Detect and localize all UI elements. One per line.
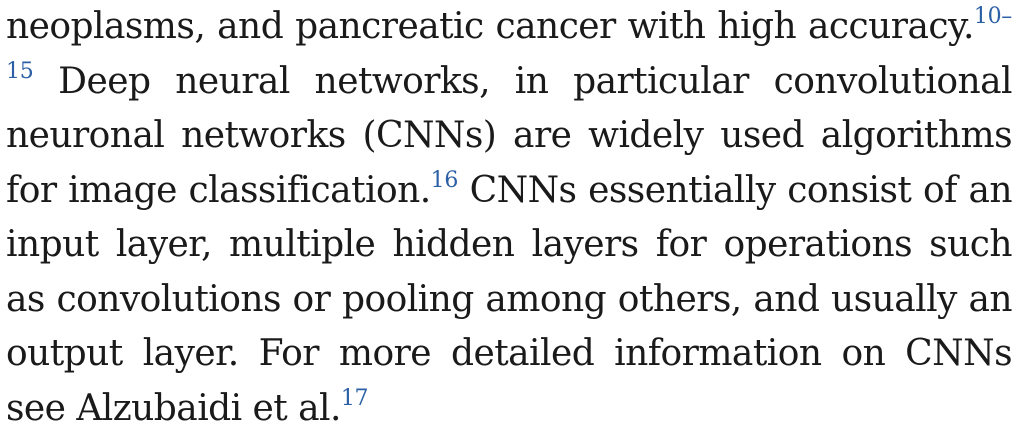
text-segment-3: CNNs essentially consist of an input layer, multiple hidden layers for operations such as convolutions or pooling among others, and usually an output layer. For more detailed information on CNNs see Alzubaidi et al.: [6, 169, 1013, 429]
citation-17[interactable]: 17: [340, 385, 369, 411]
citation-16[interactable]: 16: [430, 167, 459, 193]
text-segment-2: Deep neural networks, in particular convolutional neuronal networks (CNNs) are widely used algorithms for image classification.: [6, 60, 1012, 211]
body-paragraph: [6, 0, 1012, 432]
text-segment-1: neoplasms, and pancreatic cancer with high accuracy.: [6, 6, 974, 47]
citation-10-15[interactable]: 10–15: [6, 4, 1012, 84]
